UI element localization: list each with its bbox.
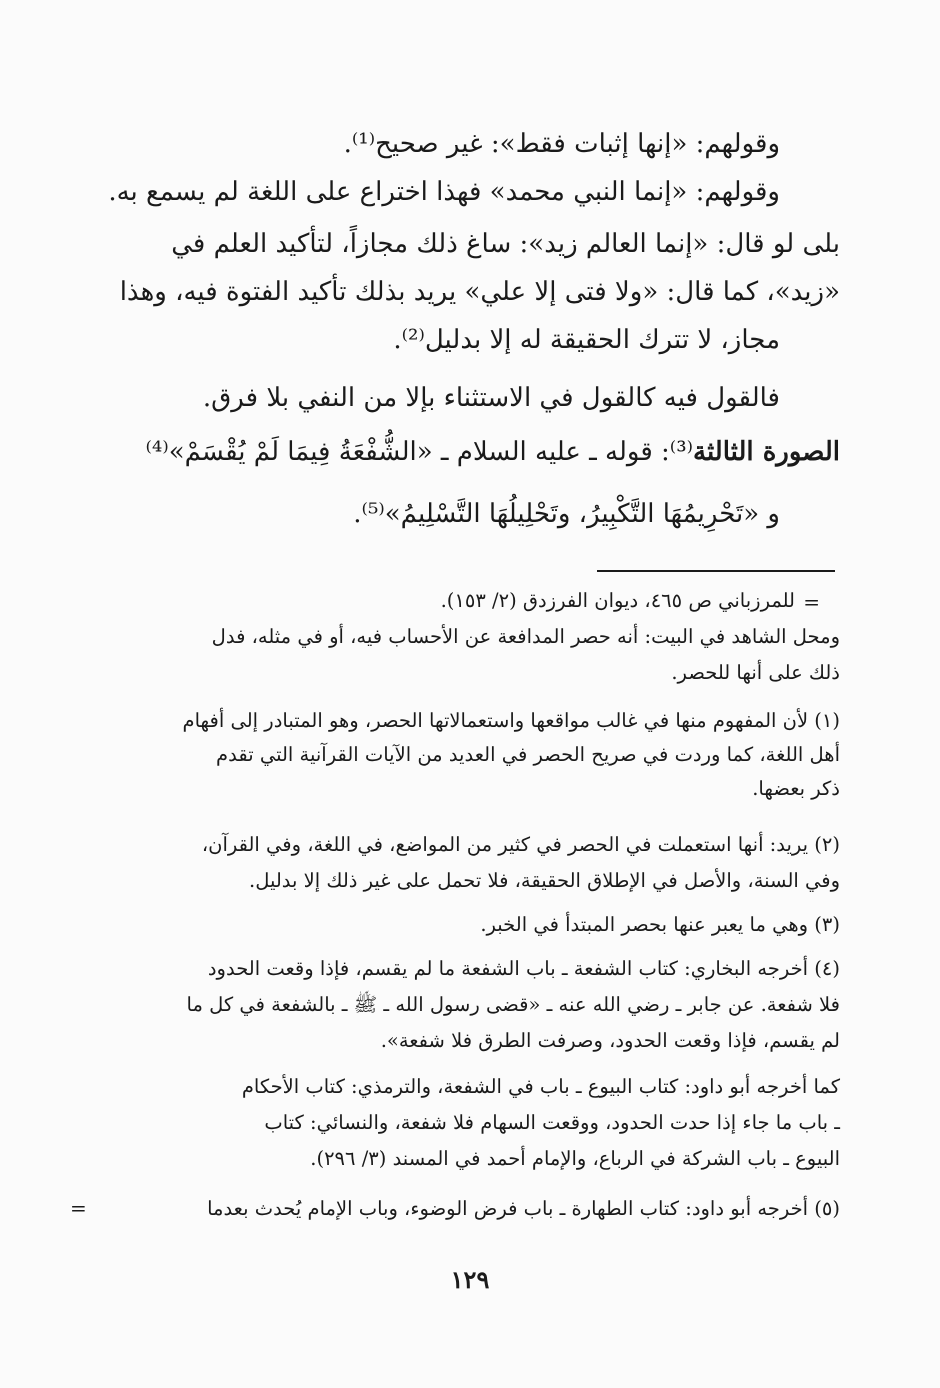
main-text-line-3: بلى لو قال: «إنما العالم زيد»: ساغ ذلك مجازاً، لتأكيد العلم في [171,229,840,259]
main-text-line-5: مجاز، لا تترك الحقيقة له إلا بدليل⁽²⁾. [393,325,780,355]
footnote-1-line-1: (١) لأن المفهوم منها في غالب مواقعها واستعمالاتها الحصر، وهو المتبادر إلى أفهام [182,709,840,732]
continuation-mark-end: = [70,1196,87,1220]
main-text-line-6: فالقول فيه كالقول في الاستثناء بإلا من النفي بلا فرق. [202,383,780,413]
footnote-1-line-2: أهل اللغة، كما وردت في صريح الحصر في العديد من الآيات القرآنية التي تقدم [216,743,840,766]
main-text-line-1: وقولهم: «إنها إثبات فقط»: غير صحيح⁽¹⁾. [343,129,780,159]
footnote-1-line-3: ذكر بعضها. [752,777,840,800]
footnote-2-line-2: وفي السنة، والأصل في الإطلاق الحقيقة، فلا تحمل على غير ذلك إلا بدليل. [249,869,840,892]
main-text-line-7 [104,428,840,476]
footnote-4-line-5: ـ باب ما جاء إذا حدت الحدود، ووقعت السهام فلا شفعة، والنسائي: كتاب [264,1111,840,1134]
main-text-line-4: «زيد»، كما قال: «ولا فتى إلا علي» يريد بذلك تأكيد الفتوة فيه، وهذا [119,277,840,307]
footnote-5-line-1: (٥) أخرجه أبو داود: كتاب الطهارة ـ باب فرض الوضوء، وباب الإمام يُحدث بعدما [207,1197,840,1220]
footnote-3-line-1: (٣) وهي ما يعبر عنها بحصر المبتدأ في الخبر. [480,913,840,936]
footnote-continuation-line-1: للمرزباني ص ٤٦٥، ديوان الفرزدق (٢/ ١٥٣). [440,589,795,612]
footnote-4-line-1: (٤) أخرجه البخاري: كتاب الشفعة ـ باب الشفعة ما لم يقسم، فإذا وقعت الحدود [207,957,840,980]
footnote-4-line-4: كما أخرجه أبو داود: كتاب البيوع ـ باب في الشفعة، والترمذي: كتاب الأحكام [241,1075,840,1098]
footnote-4-line-2: فلا شفعة. عن جابر ـ رضي الله عنه ـ «قضى رسول الله ـ ﷺ ـ بالشفعة في كل ما [186,993,840,1016]
page-number: ١٢٩ [450,1265,490,1294]
continuation-mark: = [803,590,820,614]
footnote-continuation-line-2: ومحل الشاهد في البيت: أنه حصر المدافعة عن الأحساب فيه، أو في مثله، فدل [211,625,840,648]
footnote-separator [597,570,835,572]
main-text-line-2: وقولهم: «إنما النبي محمد» فهذا اختراع على اللغة لم يسمع به. [108,177,780,207]
main-text-line-8: و «تَحْرِيمُهَا التَّكْبِيرُ، وتَحْلِيلُهَا التَّسْلِيمُ»⁽⁵⁾. [353,499,780,529]
section-heading: الصورة الثالثة [693,437,840,467]
hadith-quote-1: ⁽³⁾: قوله ـ عليه السلام ـ «الشُّفْعَةُ فِيمَا لَمْ يُقْسَمْ»⁽⁴⁾ [145,437,694,467]
footnote-2-line-1: (٢) يريد: أنها استعملت في الحصر في كثير من المواضع، في اللغة، وفي القرآن، [201,833,840,856]
footnote-continuation-line-3: ذلك على أنها للحصر. [671,661,840,684]
footnote-4-line-6: البيوع ـ باب الشركة في الرباع، والإمام أحمد في المسند (٣/ ٢٩٦). [310,1147,840,1170]
footnote-4-line-3: لم يقسم، فإذا وقعت الحدود، وصرفت الطرق فلا شفعة». [380,1029,840,1052]
